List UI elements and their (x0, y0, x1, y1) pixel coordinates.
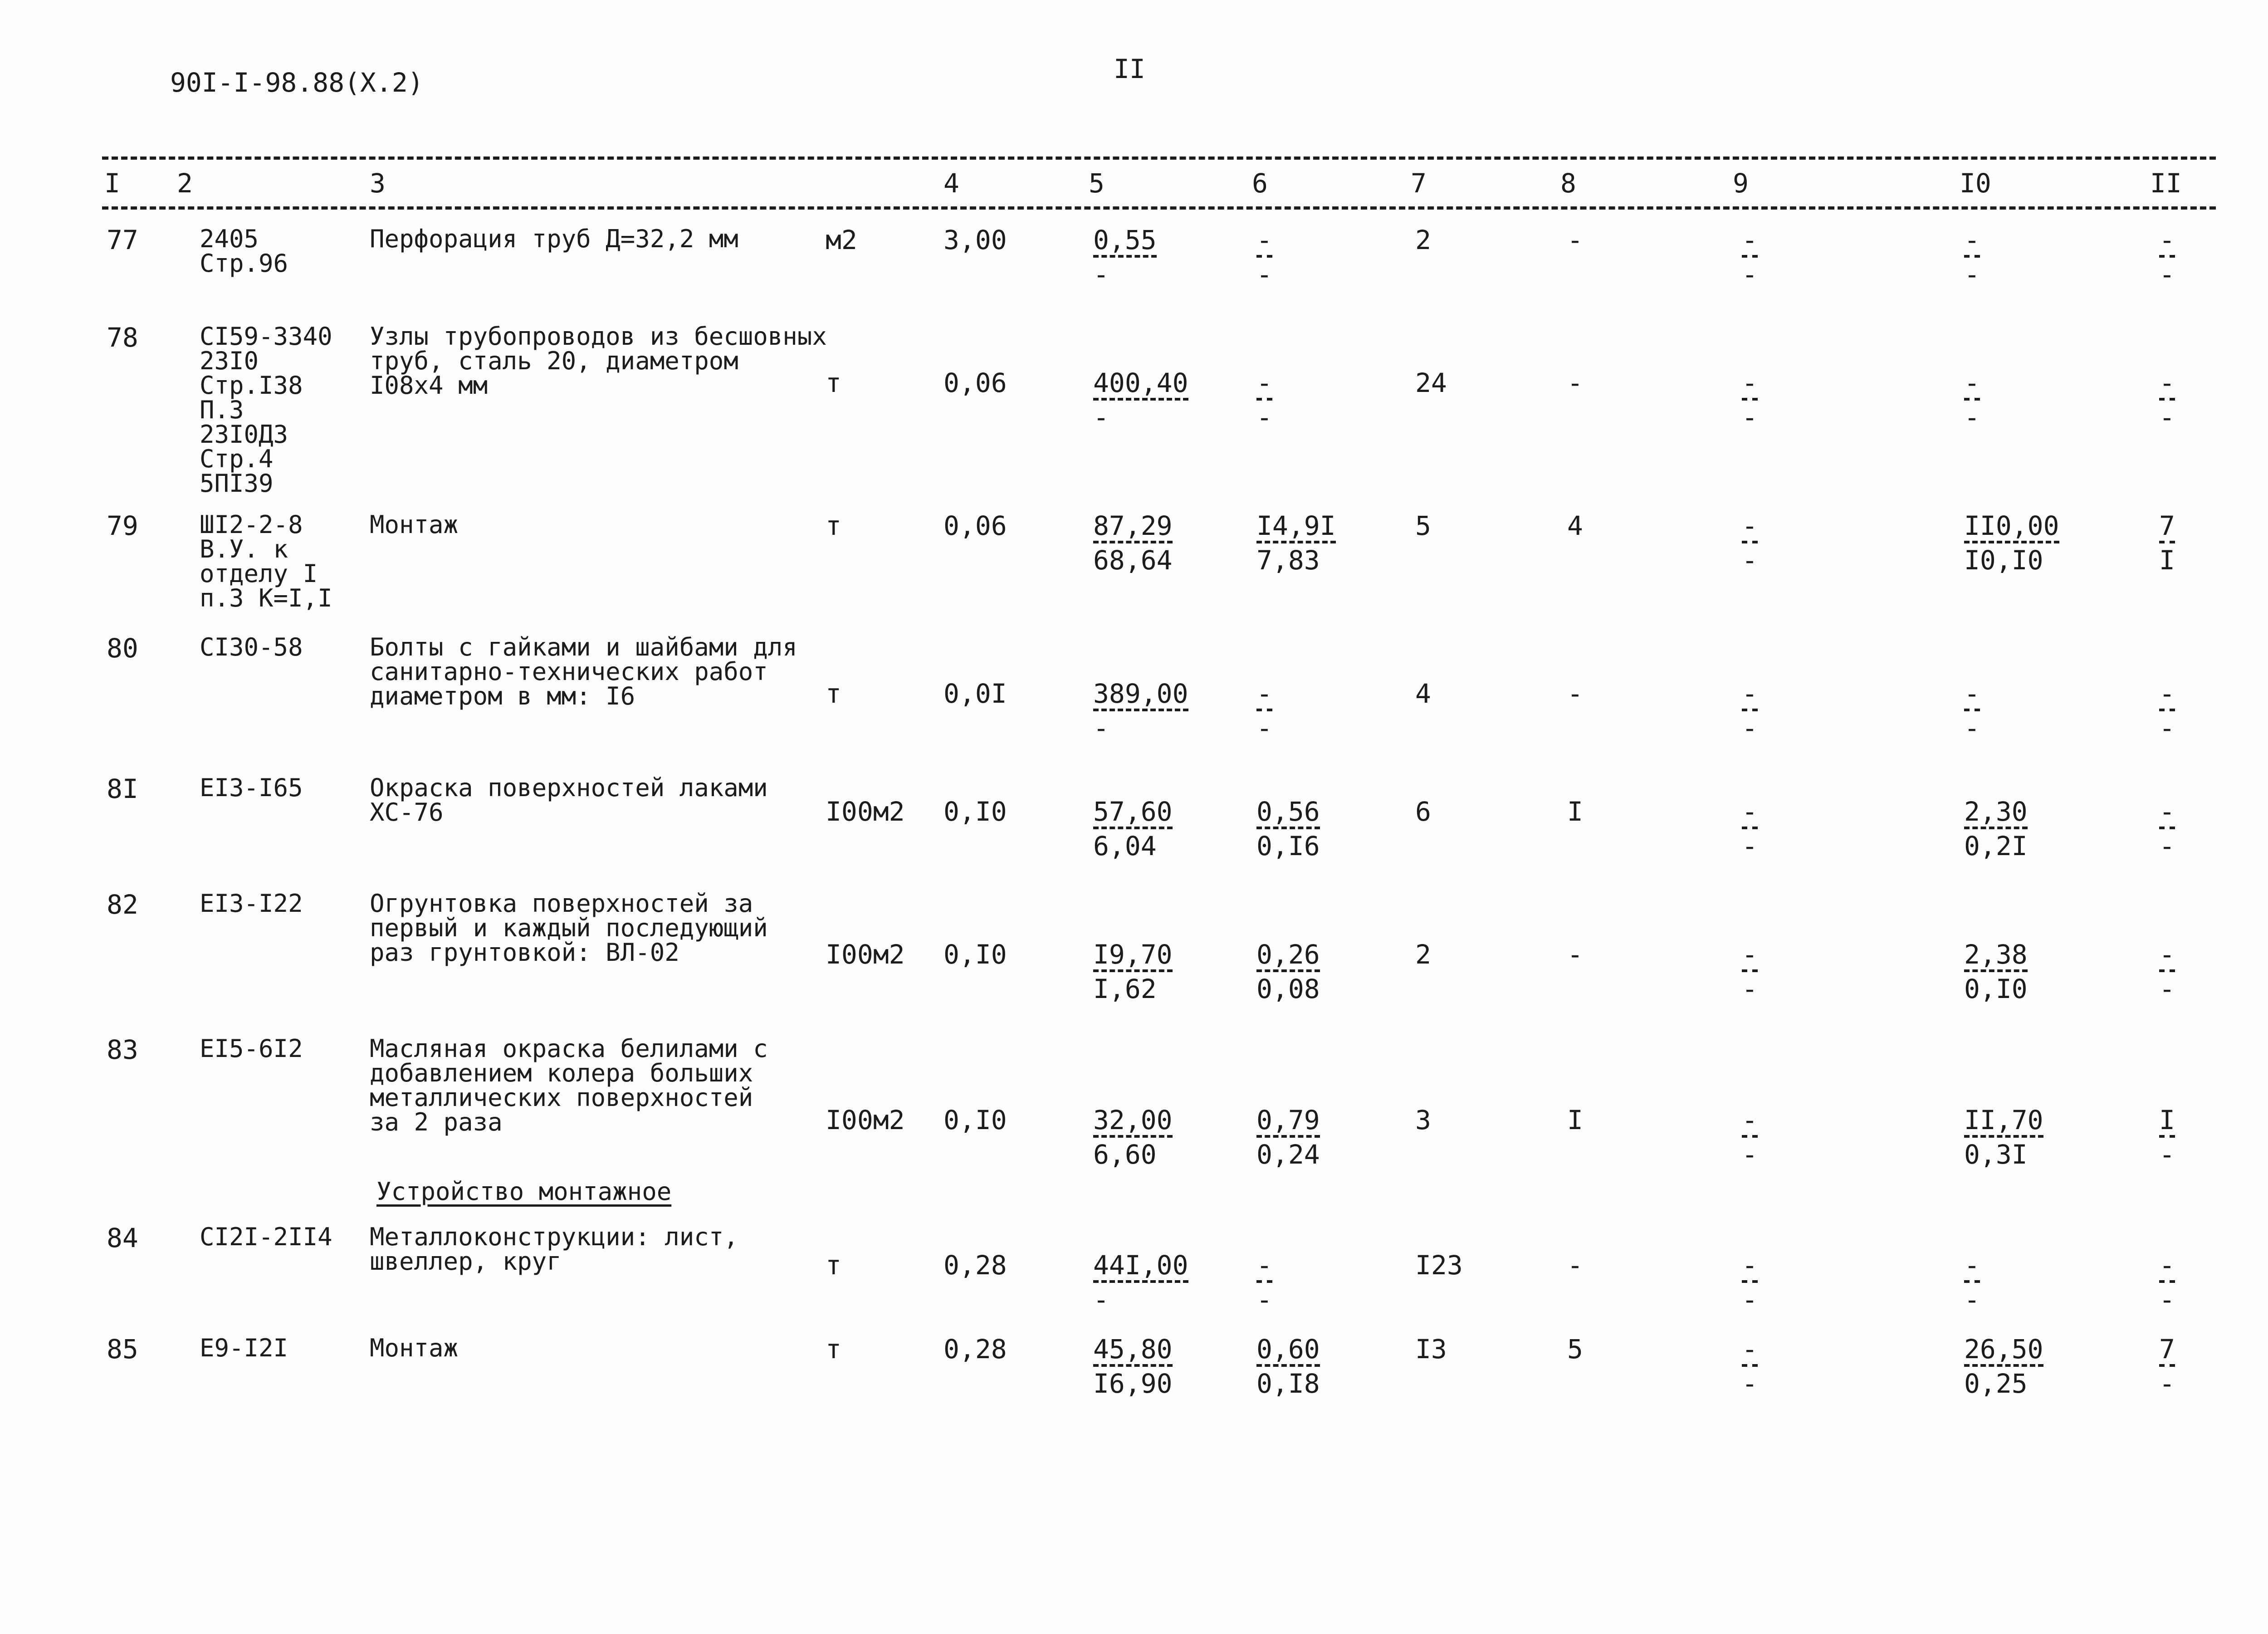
row-col10 (1964, 1252, 1980, 1313)
page-number: II (1114, 54, 1145, 84)
row-col9 (1742, 1107, 1758, 1168)
row-code: Е9-I2I (200, 1334, 288, 1362)
row-code: СI59-3340 23I0 Стр.I38 П.3 23I0Д3 Стр.4 5ПI39 (200, 322, 332, 498)
row-col8: 5 (1567, 1334, 1583, 1365)
row-col7: 2 (1415, 939, 1431, 970)
row-col5-denominator: 6,04 (1093, 831, 1157, 861)
row-col11 (2159, 1252, 2175, 1313)
row-col11 (2159, 678, 2175, 744)
row-col5-numerator: 45,80 (1093, 1334, 1173, 1365)
table-header-rule (102, 206, 2216, 210)
row-col10-denominator: 0,2I (1964, 831, 2028, 861)
row-col6-numerator: - (1256, 367, 1272, 398)
row-code: СI2I-2II4 (200, 1223, 332, 1251)
row-col10-numerator: 2,38 (1964, 939, 2028, 970)
row-col6 (1256, 798, 1320, 859)
row-number: 84 (107, 1223, 138, 1253)
row-col10-numerator: II0,00 (1964, 510, 2059, 541)
row-col7: 4 (1415, 678, 1431, 709)
row-col10-denominator: 0,25 (1964, 1368, 2028, 1399)
row-col10 (1964, 510, 2059, 576)
section-title: Устройство монтажное (376, 1177, 672, 1206)
row-col11 (2159, 1107, 2175, 1168)
column-header-5: 5 (1089, 168, 1105, 199)
row-number: 79 (107, 510, 138, 541)
row-col6-denominator: 0,24 (1256, 1139, 1320, 1170)
row-col5-numerator: 44I,00 (1093, 1250, 1188, 1281)
row-col5-numerator: I9,70 (1093, 939, 1173, 970)
row-col11-denominator: - (2159, 1284, 2175, 1315)
row-col9 (1742, 367, 1758, 433)
row-col11-denominator: - (2159, 713, 2175, 744)
row-col11 (2159, 1336, 2175, 1397)
row-col9 (1742, 941, 1758, 1002)
row-number: 8I (107, 773, 138, 804)
row-unit: I00м2 (826, 939, 905, 970)
column-header-3: 3 (370, 168, 386, 199)
row-number: 83 (107, 1034, 138, 1065)
row-unit: I00м2 (826, 796, 905, 827)
row-col9 (1742, 798, 1758, 859)
row-col8: - (1567, 1250, 1583, 1281)
row-col6-numerator: - (1256, 225, 1272, 255)
row-col9 (1742, 510, 1758, 576)
row-col10 (1964, 941, 2028, 1002)
row-number: 82 (107, 889, 138, 920)
row-code: ЕI3-I22 (200, 889, 303, 918)
row-col6-denominator: - (1256, 259, 1272, 290)
row-description: Металлоконструкции: лист, швеллер, круг (370, 1223, 738, 1276)
row-col5-denominator: 68,64 (1093, 545, 1173, 576)
row-col11-numerator: I (2159, 1105, 2175, 1135)
row-col8: - (1567, 367, 1583, 398)
row-quantity: 0,06 (943, 367, 1007, 398)
row-col11 (2159, 798, 2175, 859)
row-quantity: 0,0I (943, 678, 1007, 709)
row-col5 (1093, 798, 1173, 859)
row-col11 (2159, 510, 2175, 576)
row-col9-numerator: - (1742, 939, 1758, 970)
row-unit: т (826, 510, 841, 541)
row-unit: I00м2 (826, 1105, 905, 1135)
row-col9-denominator: - (1742, 1368, 1758, 1399)
row-quantity: 0,28 (943, 1334, 1007, 1365)
row-col5-denominator: - (1093, 259, 1109, 290)
row-col5 (1093, 1252, 1188, 1313)
row-col11-numerator: - (2159, 678, 2175, 709)
row-col10-denominator: I0,I0 (1964, 545, 2043, 576)
row-col11-denominator: - (2159, 974, 2175, 1004)
row-unit: м2 (826, 225, 857, 255)
row-col8: - (1567, 939, 1583, 970)
row-col9-denominator: - (1742, 831, 1758, 861)
row-col10-denominator: 0,I0 (1964, 974, 2028, 1004)
row-col8: - (1567, 678, 1583, 709)
row-col6-numerator: I4,9I (1256, 510, 1336, 541)
row-col9-denominator: - (1742, 545, 1758, 576)
row-col6-denominator: - (1256, 402, 1272, 433)
row-code: 2405 Стр.96 (200, 225, 288, 278)
row-code: ЕI5-6I2 (200, 1034, 303, 1063)
row-col11-numerator: - (2159, 796, 2175, 827)
row-col5 (1093, 510, 1173, 576)
row-description: Монтаж (370, 510, 459, 539)
row-col7: I3 (1415, 1334, 1447, 1365)
row-number: 85 (107, 1334, 138, 1365)
row-col10-numerator: 2,30 (1964, 796, 2028, 827)
row-col5 (1093, 1107, 1173, 1168)
row-col6-denominator: 0,I8 (1256, 1368, 1320, 1399)
row-col6-numerator: 0,26 (1256, 939, 1320, 970)
row-col10-numerator: - (1964, 367, 1980, 398)
row-col5 (1093, 367, 1188, 433)
row-col6-numerator: 0,56 (1256, 796, 1320, 827)
row-col11 (2159, 367, 2175, 433)
row-col11-numerator: 7 (2159, 1334, 2175, 1365)
row-unit: т (826, 1250, 841, 1281)
row-col10 (1964, 678, 1980, 744)
row-col10 (1964, 798, 2028, 859)
row-col5 (1093, 227, 1157, 288)
row-col9-denominator: - (1742, 974, 1758, 1004)
document-code: 90I-I-98.88(X.2) (170, 67, 424, 98)
row-col6 (1256, 678, 1272, 744)
row-col9-denominator: - (1742, 1284, 1758, 1315)
column-header-11: II (2150, 168, 2182, 199)
row-col9-numerator: - (1742, 678, 1758, 709)
row-col9 (1742, 678, 1758, 744)
row-col6-numerator: - (1256, 1250, 1272, 1281)
row-col8: I (1567, 1105, 1583, 1135)
row-col10-denominator: - (1964, 402, 1980, 433)
row-col5-numerator: 87,29 (1093, 510, 1173, 541)
row-col11-denominator: - (2159, 1368, 2175, 1399)
row-col9-denominator: - (1742, 1139, 1758, 1170)
row-col10 (1964, 367, 1980, 433)
row-col6 (1256, 1107, 1320, 1168)
column-header-9: 9 (1733, 168, 1749, 199)
row-description: Монтаж (370, 1334, 459, 1362)
row-description: Огрунтовка поверхностей за первый и каждый последующий раз грунтовкой: ВЛ-02 (370, 889, 768, 967)
column-header-10: I0 (1960, 168, 1991, 199)
row-col5-denominator: - (1093, 1284, 1109, 1315)
row-col5-numerator: 57,60 (1093, 796, 1173, 827)
row-col9-numerator: - (1742, 510, 1758, 541)
row-col10-numerator: II,70 (1964, 1105, 2043, 1135)
row-col11-numerator: - (2159, 225, 2175, 255)
row-col10-numerator: 26,50 (1964, 1334, 2043, 1365)
row-col11-numerator: 7 (2159, 510, 2175, 541)
row-col5-denominator: - (1093, 713, 1109, 744)
row-col6-numerator: 0,79 (1256, 1105, 1320, 1135)
row-col9-denominator: - (1742, 713, 1758, 744)
row-quantity: 0,28 (943, 1250, 1007, 1281)
row-col5-denominator: I6,90 (1093, 1368, 1173, 1399)
row-col5-denominator: I,62 (1093, 974, 1157, 1004)
row-col6-denominator: 0,I6 (1256, 831, 1320, 861)
row-col6-denominator: - (1256, 1284, 1272, 1315)
row-number: 78 (107, 322, 138, 353)
row-col10 (1964, 1336, 2043, 1397)
row-col9 (1742, 1252, 1758, 1313)
row-col5-numerator: 0,55 (1093, 225, 1157, 255)
row-col9-numerator: - (1742, 796, 1758, 827)
column-header-2: 2 (177, 168, 193, 199)
row-col9-numerator: - (1742, 1334, 1758, 1365)
row-col11-denominator: - (2159, 1139, 2175, 1170)
row-quantity: 0,06 (943, 510, 1007, 541)
row-col9-numerator: - (1742, 367, 1758, 398)
row-col9-numerator: - (1742, 1250, 1758, 1281)
row-col6 (1256, 941, 1320, 1002)
row-col9-denominator: - (1742, 259, 1758, 290)
row-description: Перфорация труб Д=32,2 мм (370, 225, 738, 253)
row-quantity: 0,I0 (943, 796, 1007, 827)
row-col9-numerator: - (1742, 1105, 1758, 1135)
row-col10-denominator: - (1964, 259, 1980, 290)
row-col9-denominator: - (1742, 402, 1758, 433)
row-col10-denominator: - (1964, 713, 1980, 744)
row-col11-numerator: - (2159, 1250, 2175, 1281)
row-unit: т (826, 678, 841, 709)
row-number: 80 (107, 633, 138, 664)
row-col9 (1742, 227, 1758, 288)
row-col8: 4 (1567, 510, 1583, 541)
row-description: Узлы трубопроводов из бесшовных труб, сталь 20, диаметром I08x4 мм (370, 322, 827, 400)
column-header-7: 7 (1411, 168, 1427, 199)
row-col5 (1093, 1336, 1173, 1397)
row-quantity: 0,I0 (943, 939, 1007, 970)
row-col11-denominator: - (2159, 402, 2175, 433)
row-quantity: 3,00 (943, 225, 1007, 255)
row-description: Окраска поверхностей лаками ХС-76 (370, 773, 768, 827)
row-col10 (1964, 1107, 2043, 1168)
table-top-rule (102, 157, 2216, 160)
row-col6 (1256, 367, 1272, 433)
row-col6 (1256, 227, 1272, 288)
row-col9-numerator: - (1742, 225, 1758, 255)
row-col10-denominator: 0,3I (1964, 1139, 2028, 1170)
row-col5 (1093, 678, 1188, 744)
row-col8: - (1567, 225, 1583, 255)
row-col5-numerator: 32,00 (1093, 1105, 1173, 1135)
row-description: Болты с гайками и шайбами для санитарно-технических работ диаметром в мм: I6 (370, 633, 797, 710)
row-col7: 5 (1415, 510, 1431, 541)
row-unit: т (826, 1334, 841, 1365)
row-col10 (1964, 227, 1980, 288)
row-col5-denominator: - (1093, 402, 1109, 433)
column-header-4: 4 (943, 168, 959, 199)
row-col7: 6 (1415, 796, 1431, 827)
row-col11 (2159, 941, 2175, 1002)
row-col6 (1256, 510, 1336, 576)
column-header-8: 8 (1560, 168, 1576, 199)
row-col10-numerator: - (1964, 225, 1980, 255)
row-col11-numerator: - (2159, 367, 2175, 398)
row-col10-denominator: - (1964, 1284, 1980, 1315)
row-col6 (1256, 1336, 1320, 1397)
row-col6-denominator: 0,08 (1256, 974, 1320, 1004)
row-col7: 2 (1415, 225, 1431, 255)
row-quantity: 0,I0 (943, 1105, 1007, 1135)
row-col6-numerator: - (1256, 678, 1272, 709)
row-code: СI30-58 (200, 633, 303, 661)
row-col6-numerator: 0,60 (1256, 1334, 1320, 1365)
row-col10-numerator: - (1964, 1250, 1980, 1281)
row-code: ШI2-2-8 В.У. к отделу I п.3 К=I,I (200, 510, 332, 612)
row-code: ЕI3-I65 (200, 773, 303, 802)
row-unit: т (826, 367, 841, 398)
row-col6 (1256, 1252, 1272, 1313)
row-col7: 24 (1415, 367, 1447, 398)
row-col7: 3 (1415, 1105, 1431, 1135)
row-col5 (1093, 941, 1173, 1002)
row-description: Масляная окраска белилами с добавлением колера больших металлических поверхностей за 2 раза (370, 1034, 768, 1136)
row-col11 (2159, 227, 2175, 288)
row-col10-numerator: - (1964, 678, 1980, 709)
column-header-1: I (104, 168, 120, 199)
row-col5-denominator: 6,60 (1093, 1139, 1157, 1170)
row-col11-numerator: - (2159, 939, 2175, 970)
row-col11-denominator: I (2159, 545, 2175, 576)
row-col11-denominator: - (2159, 831, 2175, 861)
row-col7: I23 (1415, 1250, 1463, 1281)
row-col11-denominator: - (2159, 259, 2175, 290)
row-number: 77 (107, 225, 138, 255)
row-col8: I (1567, 796, 1583, 827)
row-col5-numerator: 400,40 (1093, 367, 1188, 398)
row-col5-numerator: 389,00 (1093, 678, 1188, 709)
row-col9 (1742, 1336, 1758, 1397)
row-col6-denominator: - (1256, 713, 1272, 744)
row-col6-denominator: 7,83 (1256, 545, 1320, 576)
column-header-6: 6 (1252, 168, 1268, 199)
